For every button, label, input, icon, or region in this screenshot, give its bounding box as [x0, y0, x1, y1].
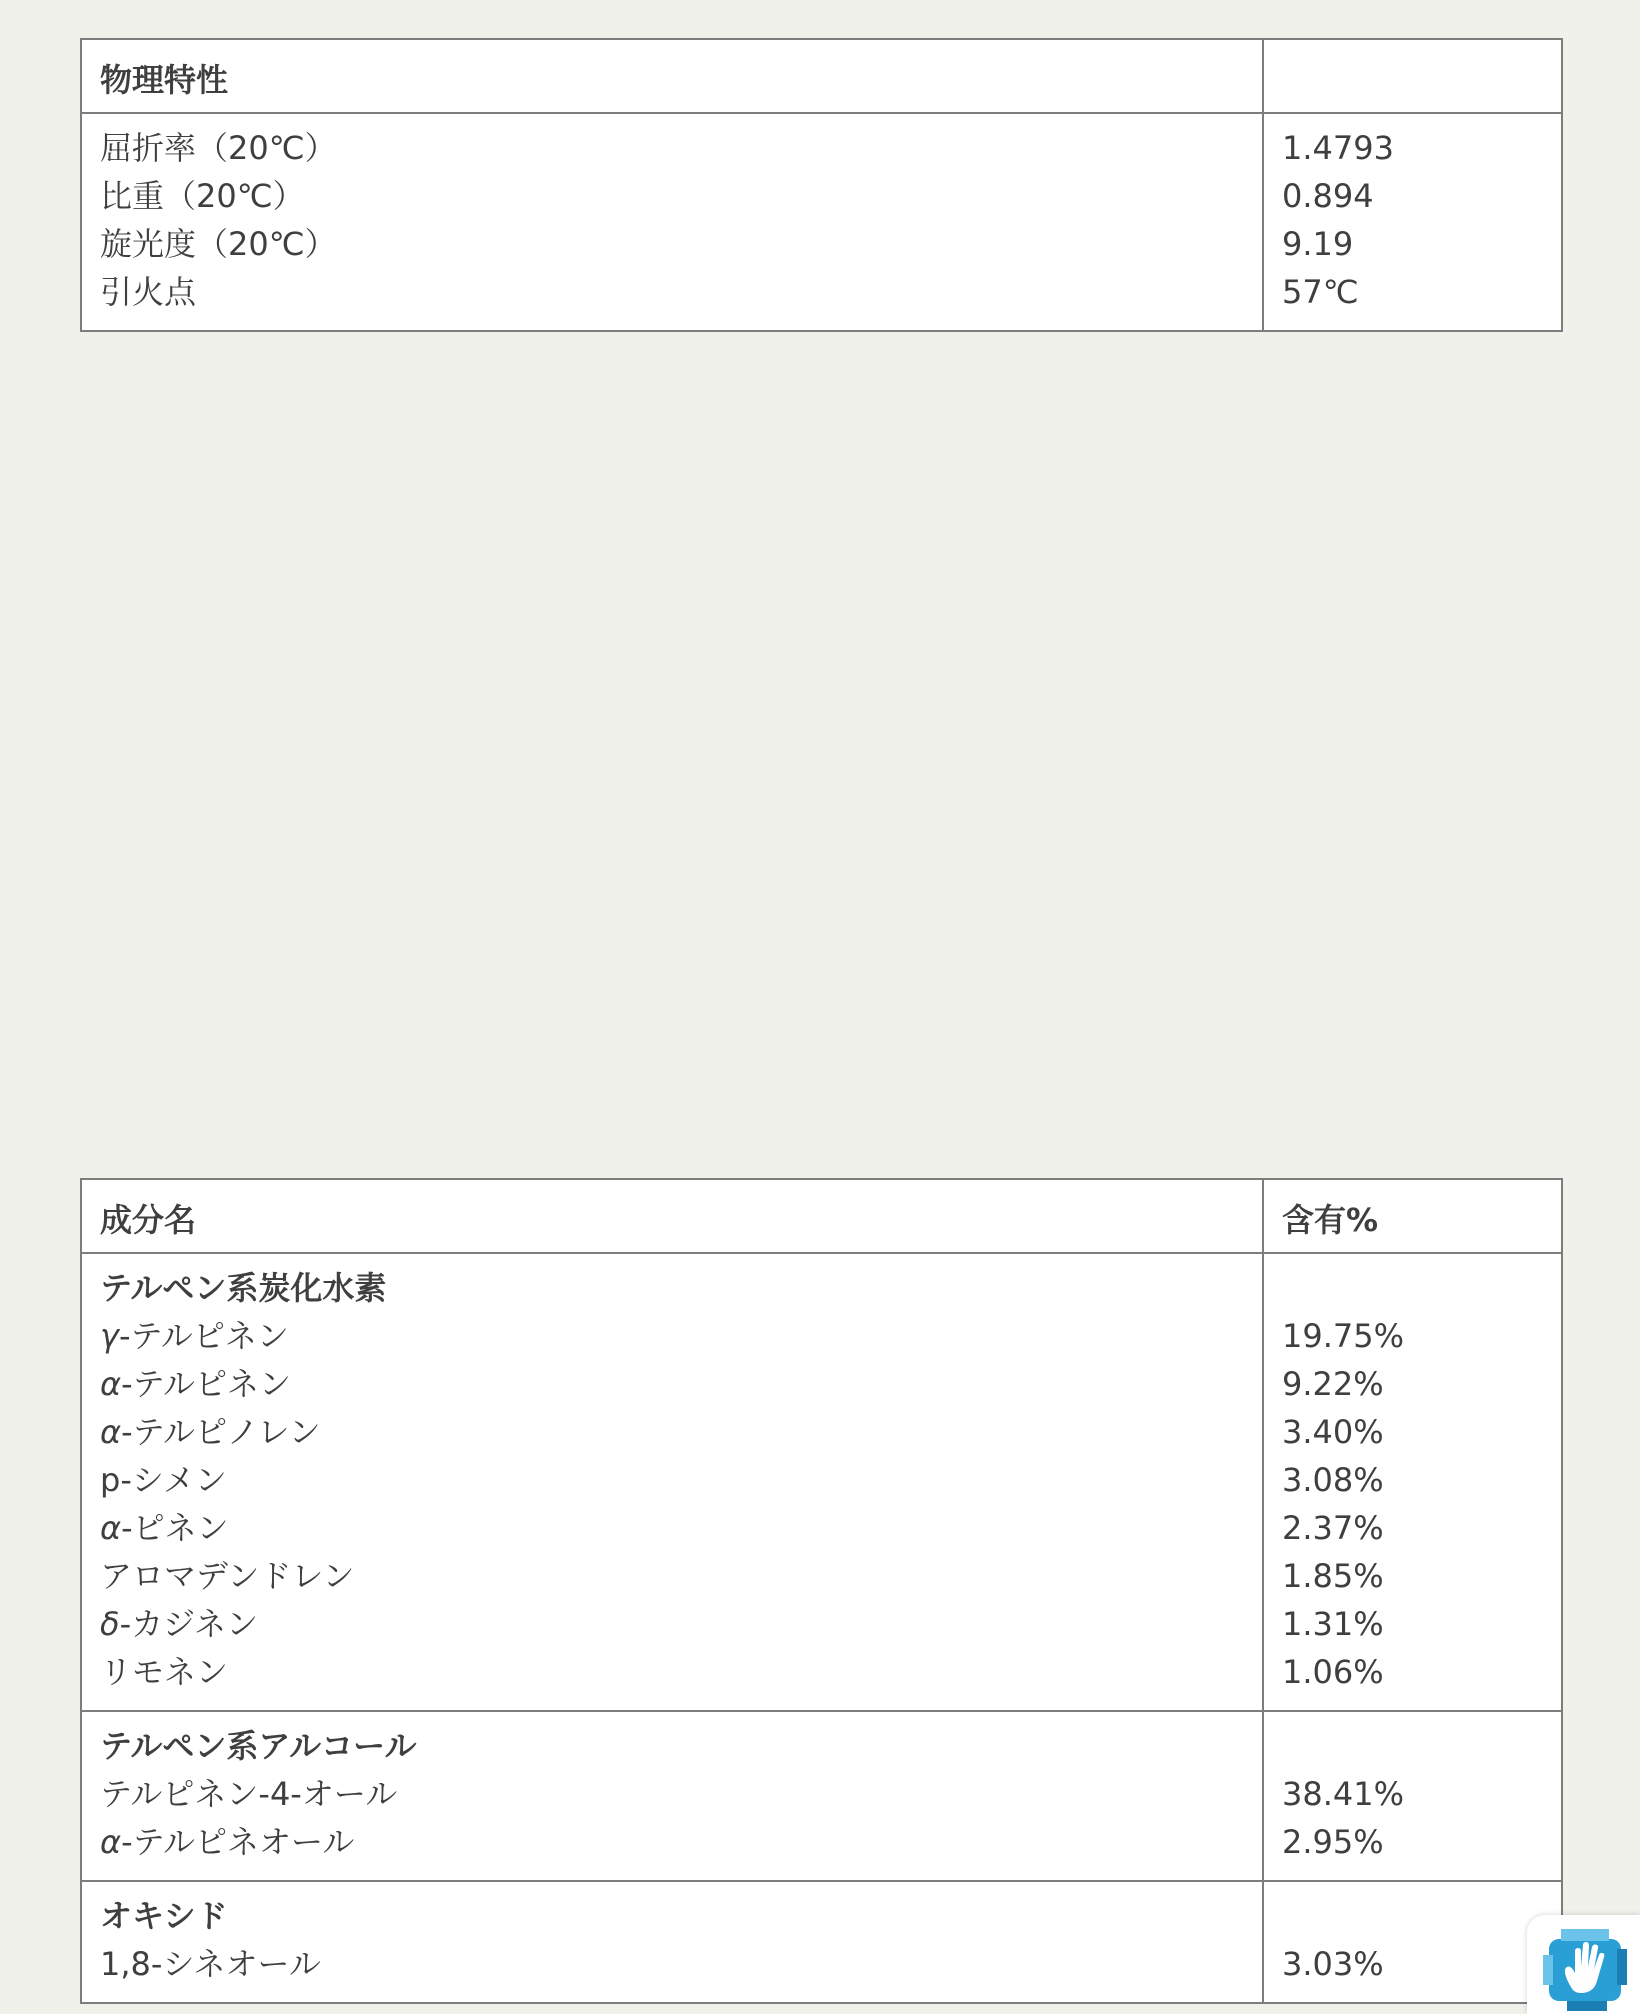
component-group-cell: [81, 1711, 1263, 1881]
property-name: 引火点: [100, 273, 197, 311]
property-names-cell: [81, 113, 1263, 331]
greek-prefix: α: [100, 1365, 122, 1403]
greek-prefix: δ: [100, 1605, 120, 1643]
component-label: テルピネン-4-オール: [100, 1775, 398, 1813]
table-header-row: [81, 39, 1562, 113]
component-group-cell: [81, 1881, 1263, 2003]
component-label: リモネン: [100, 1653, 229, 1691]
spacer: [1282, 1722, 1545, 1770]
component-name: [100, 1818, 1246, 1866]
component-values-cell: [1263, 1881, 1562, 2003]
component-label: -テルピネン: [121, 1365, 292, 1403]
component-label: -テルピノレン: [121, 1413, 321, 1451]
property-values-cell: [1263, 113, 1562, 331]
component-name: [100, 1312, 1246, 1360]
component-group-cell: [81, 1253, 1263, 1711]
property-name: 屈折率（20℃）: [100, 129, 337, 167]
greek-prefix: α: [100, 1823, 122, 1861]
group-title: テルペン系炭化水素: [100, 1269, 387, 1307]
component-values-cell: [1263, 1711, 1562, 1881]
physical-properties-table: [80, 38, 1563, 332]
header-component-name: 成分名: [81, 1179, 1263, 1253]
property-name: 比重（20℃）: [100, 177, 305, 215]
component-value: 3.03%: [1282, 1945, 1384, 1983]
group-title: オキシド: [100, 1897, 228, 1935]
component-label: -ピネン: [121, 1509, 229, 1547]
component-value: 3.40%: [1282, 1413, 1384, 1451]
component-value: 2.95%: [1282, 1823, 1384, 1861]
component-name: [100, 1600, 1246, 1648]
component-values-cell: [1263, 1253, 1562, 1711]
property-value: 57℃: [1282, 273, 1359, 311]
component-name: [100, 1940, 1246, 1988]
header-properties-name: 物理特性: [81, 39, 1263, 113]
component-name: [100, 1648, 1246, 1696]
property-value: 0.894: [1282, 177, 1374, 215]
component-value: 2.37%: [1282, 1509, 1384, 1547]
spacer: [1282, 1264, 1545, 1312]
table-row: [81, 1253, 1562, 1711]
component-value: 19.75%: [1282, 1317, 1405, 1355]
composition-table: [80, 1178, 1563, 2004]
accessibility-widget-button[interactable]: [1527, 1915, 1640, 2014]
hand-icon: [1541, 1925, 1629, 2013]
component-label: -テルピネン: [118, 1317, 289, 1355]
header-content-percent: 含有%: [1263, 1179, 1562, 1253]
component-label: 1,8-シネオール: [100, 1945, 321, 1983]
component-label: -テルピネオール: [121, 1823, 355, 1861]
component-value: 1.85%: [1282, 1557, 1384, 1595]
table-row: [81, 1711, 1562, 1881]
component-name: [100, 1408, 1246, 1456]
component-value: 38.41%: [1282, 1775, 1405, 1813]
component-label: p-シメン: [100, 1461, 227, 1499]
component-name: [100, 1456, 1246, 1504]
property-value: 1.4793: [1282, 129, 1394, 167]
component-name: [100, 1770, 1246, 1818]
component-value: 9.22%: [1282, 1365, 1384, 1403]
component-value: 3.08%: [1282, 1461, 1384, 1499]
property-name: 旋光度（20℃）: [100, 225, 337, 263]
property-value: 9.19: [1282, 225, 1354, 263]
group-title: テルペン系アルコール: [100, 1727, 417, 1765]
table-row: [81, 113, 1562, 331]
spacer: [1282, 1892, 1545, 1940]
component-value: 1.06%: [1282, 1653, 1384, 1691]
component-label: アロマデンドレン: [100, 1557, 355, 1595]
greek-prefix: α: [100, 1509, 122, 1547]
component-name: [100, 1552, 1246, 1600]
greek-prefix: γ: [100, 1317, 119, 1355]
header-properties-value: [1263, 39, 1562, 113]
greek-prefix: α: [100, 1413, 122, 1451]
table-header-row: [81, 1179, 1562, 1253]
component-label: -カジネン: [119, 1605, 259, 1643]
component-name: [100, 1360, 1246, 1408]
component-name: [100, 1504, 1246, 1552]
table-row: [81, 1881, 1562, 2003]
component-value: 1.31%: [1282, 1605, 1384, 1643]
